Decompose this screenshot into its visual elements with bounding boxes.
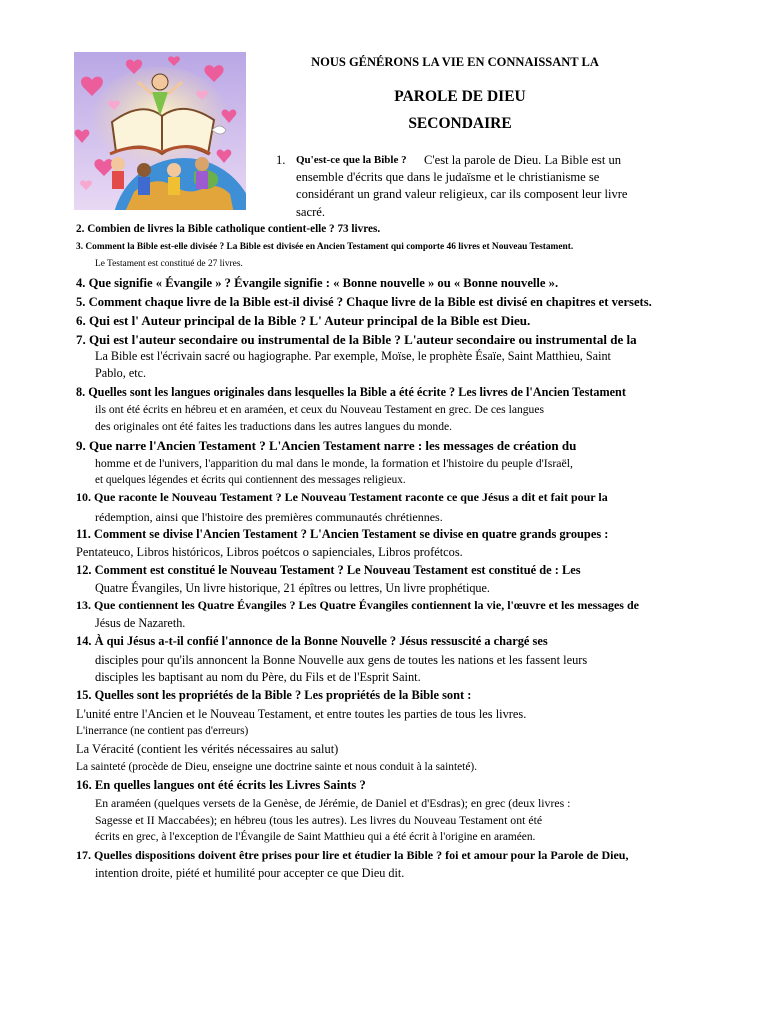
q15-line-1: 15. Quelles sont les propriétés de la Bible ? Les propriétés de la Bible sont : <box>76 688 472 702</box>
q7-line-3: Pablo, etc. <box>95 366 147 380</box>
q13-line-2: Jésus de Nazareth. <box>95 616 186 630</box>
q15-line-4: La Véracité (contient les vérités nécessaires au salut) <box>76 742 339 756</box>
q15-line-2: L'unité entre l'Ancien et le Nouveau Testament, et entre toutes les parties de tous les livres. <box>76 707 527 721</box>
q15-line-3: L'inerrance (ne contient pas d'erreurs) <box>76 725 249 737</box>
q11-line-1: 11. Comment se divise l'Ancien Testament ? L'Ancien Testament se divise en quatre grands groupes : <box>76 527 609 541</box>
q9-line-3: et quelques légendes et écrits qui contiennent des messages religieux. <box>95 474 406 486</box>
page-title: PAROLE DE DIEU <box>394 88 526 105</box>
q9-line-2: homme et de l'univers, l'apparition du mal dans le monde, la formation et l'histoire du peuple d'Israël, <box>95 456 573 470</box>
q17-line-2: intention droite, piété et humilité pour accepter ce que Dieu dit. <box>95 866 405 880</box>
q6-line: 6. Qui est l' Auteur principal de la Bible ? L' Auteur principal de la Bible est Dieu. <box>76 313 531 328</box>
q7-line-1: 7. Qui est l'auteur secondaire ou instrumental de la Bible ? L'auteur secondaire ou instrumental de la <box>76 332 637 347</box>
q15-line-5: La sainteté (procède de Dieu, enseigne une doctrine sainte et nous conduit à la sainteté). <box>76 761 478 773</box>
q16-line-2: En araméen (quelques versets de la Genèse, de Jérémie, de Daniel et d'Esdras); en grec (deux livres : <box>95 796 571 810</box>
q16-line-4: écrits en grec, à l'exception de l'Évangile de Saint Matthieu qui a été écrit à l'origine en araméen. <box>95 831 536 843</box>
q10-line-1: 10. Que raconte le Nouveau Testament ? Le Nouveau Testament raconte ce que Jésus a dit et fait pour la <box>76 490 608 504</box>
illustration-drawing <box>74 52 246 210</box>
q14-line-1: 14. À qui Jésus a-t-il confié l'annonce de la Bonne Nouvelle ? Jésus ressuscité a chargé ses <box>76 634 548 648</box>
page-subtitle: SECONDAIRE <box>408 115 512 132</box>
q12-line-1: 12. Comment est constitué le Nouveau Testament ? Le Nouveau Testament est constitué de : Les <box>76 563 581 577</box>
q17-line-1: 17. Quelles dispositions doivent être prises pour lire et étudier la Bible ? foi et amour pour la Parole de Dieu, <box>76 848 629 862</box>
q16-line-1: 16. En quelles langues ont été écrits les Livres Saints ? <box>76 778 366 792</box>
q1-question: Qu'est-ce que la Bible ? <box>296 154 407 166</box>
q16-line-3: Sagesse et II Maccabées); en hébreu (tous les autres). Les livres du Nouveau Testament ont été <box>95 813 543 827</box>
q1-number: 1. <box>276 153 286 167</box>
q11-line-2: Pentateuco, Libros históricos, Libros poétcos o sapienciales, Libros profétcos. <box>76 545 463 559</box>
q8-line-2: ils ont été écrits en hébreu et en araméen, et ceux du Nouveau Testament en grec. De ces langues <box>95 403 545 416</box>
q1-answer-line-4: sacré. <box>296 205 326 219</box>
q8-line-3: des originales ont été faites les traductions dans les autres langues du monde. <box>95 420 453 433</box>
q9-line-1: 9. Que narre l'Ancien Testament ? L'Ancien Testament narre : les messages de création du <box>76 438 577 453</box>
header-line-1: NOUS GÉNÉRONS LA VIE EN CONNAISSANT LA <box>311 55 599 69</box>
q13-line-1: 13. Que contiennent les Quatre Évangiles ? Les Quatre Évangiles contiennent la vie, l'œuvre et les messages de <box>76 598 639 612</box>
q7-line-2: La Bible est l'écrivain sacré ou hagiographe. Par exemple, Moïse, le prophète Ésaïe, Saint Matthieu, Saint <box>95 349 611 363</box>
q10-line-2: rédemption, ainsi que l'histoire des premières communautés chrétiennes. <box>95 510 443 524</box>
q3-line-1: 3. Comment la Bible est-elle divisée ? La Bible est divisée en Ancien Testament qui comporte 46 livres et Nouveau Testament. <box>76 242 574 252</box>
q8-line-1: 8. Quelles sont les langues originales dans lesquelles la Bible a été écrite ? Les livres de l'Ancien Testament <box>76 385 626 399</box>
q5-line: 5. Comment chaque livre de la Bible est-il divisé ? Chaque livre de la Bible est divisé en chapitres et versets. <box>76 295 652 309</box>
bible-children-illustration <box>74 52 246 210</box>
q3-line-2: Le Testament est constitué de 27 livres. <box>95 259 243 269</box>
q14-line-3: disciples les baptisant au nom du Père, du Fils et de l'Esprit Saint. <box>95 670 421 684</box>
q2-line: 2. Combien de livres la Bible catholique contient-elle ? 73 livres. <box>76 223 381 235</box>
q1-answer-line-1: C'est la parole de Dieu. La Bible est un <box>424 153 622 167</box>
q4-line: 4. Que signifie « Évangile » ? Évangile signifie : « Bonne nouvelle » ou « Bonne nouvelle ». <box>76 276 559 290</box>
q14-line-2: disciples pour qu'ils annoncent la Bonne Nouvelle aux gens de toutes les nations et les fassent leurs <box>95 653 588 667</box>
q1-answer-line-2: ensemble d'écrits que dans le judaïsme et le christianisme se <box>296 170 600 184</box>
q1-answer-line-3: considérant un grand valeur religieux, car ils composent leur livre <box>296 187 628 201</box>
q12-line-2: Quatre Évangiles, Un livre historique, 21 épîtres ou lettres, Un livre prophétique. <box>95 581 490 595</box>
